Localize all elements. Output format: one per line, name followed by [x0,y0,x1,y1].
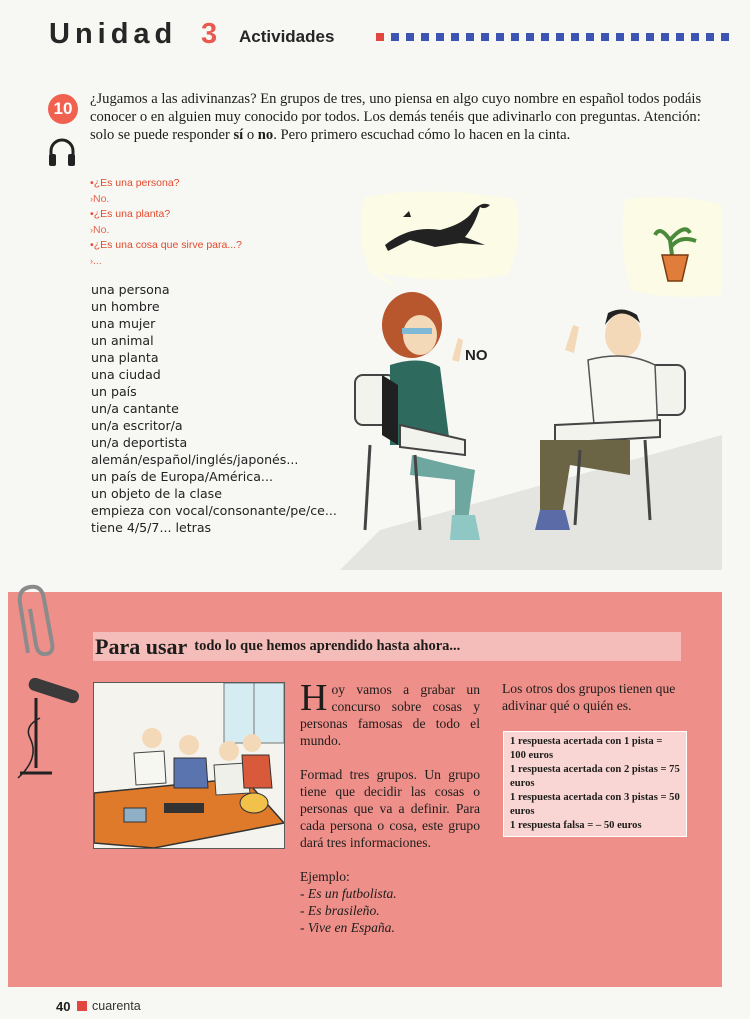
example-line: - Es un futbolista. [300,886,397,901]
list-item: un animal [91,333,154,348]
groups-paragraph: Formad tres grupos. Un grupo tiene que decidir las cosas o personas que va a definir. Para cada persona o cosa, este grupo dará tres informaciones. [300,767,480,850]
dialogue-question: • ¿Es una persona? [90,176,242,192]
intro-paragraph: Hoy vamos a grabar un concurso sobre cosas y personas famosas de todo el mundo. [300,677,480,748]
example-line: - Es brasileño. [300,903,380,918]
scoring-box [503,731,687,837]
list-item: empieza con vocal/consonante/pe/ce... [91,503,337,518]
speech-no: NO [465,347,488,364]
instructions-column [300,677,480,936]
score-rule: 1 respuesta falsa = – 50 euros [510,820,642,831]
microphone-icon [10,678,88,798]
list-item: un hombre [91,299,160,314]
list-item: un/a escritor/a [91,418,183,433]
list-item: una planta [91,350,159,365]
score-rule: 1 respuesta acertada con 2 pistas = 75 euros [510,764,680,789]
list-item: un/a cantante [91,401,179,416]
list-item: un/a deportista [91,435,188,450]
list-item: tiene 4/5/7... letras [91,520,212,535]
cat-thought-bubble [361,191,519,290]
score-rule: 1 respuesta acertada con 3 pistas = 50 euros [510,792,680,817]
page-marker-square [77,1001,87,1011]
classroom-illustration [340,185,725,575]
girl-student [355,292,480,540]
exercise-number-badge: 10 [48,94,78,124]
header-dots-decoration [376,33,729,41]
dialogue-question: • ¿Es una cosa que sirve para...? [90,238,242,254]
example-label: Ejemplo: [300,869,350,884]
list-item: un país [91,384,137,399]
dialogue-answer: › No. [90,223,242,239]
group-illustration [93,682,285,849]
list-item: una ciudad [91,367,161,382]
para-usar-title-main: Para usar [95,633,188,659]
headphones-icon [47,136,77,168]
plant-thought-bubble [622,197,722,297]
unit-label: Unidad [49,18,178,50]
list-item: un país de Europa/América... [91,469,273,484]
dialogue-answer: › No. [90,192,242,208]
dialogue-answer: › ... [90,254,242,270]
page-number: 40 [56,999,71,1014]
example-line: - Vive en España. [300,920,395,935]
para-usar-title [93,632,681,661]
para-usar-title-rest: todo lo que hemos aprendido hasta ahora... [194,638,461,654]
sample-dialogue [90,176,242,269]
list-item: una mujer [91,316,156,331]
exercise-instructions: ¿Jugamos a las adivinanzas? En grupos de tres, uno piensa en algo cuyo nombre en español todos podáis conocer o en alguien muy conocido por todos. Los demás tenéis que adivinarlo con preguntas. Atención: solo se puede responder sí o no. Pero primero escuchad cómo lo hacen en la cinta. [90,91,702,143]
list-item: una persona [91,282,170,297]
vocabulary-list [91,281,337,536]
dialogue-question: • ¿Es una planta? [90,207,242,223]
list-item: un objeto de la clase [91,486,222,501]
section-title: Actividades [239,27,335,46]
drop-cap: H [300,677,328,719]
guessing-paragraph: Los otros dos grupos tienen que adivinar qué o quién es. [502,681,676,713]
paperclip-icon [14,583,62,659]
unit-number: 3 [201,18,218,50]
list-item: alemán/español/inglés/japonés... [91,452,299,467]
page-number-word: cuarenta [92,999,141,1013]
score-rule: 1 respuesta acertada con 1 pista = 100 euros [510,736,663,761]
